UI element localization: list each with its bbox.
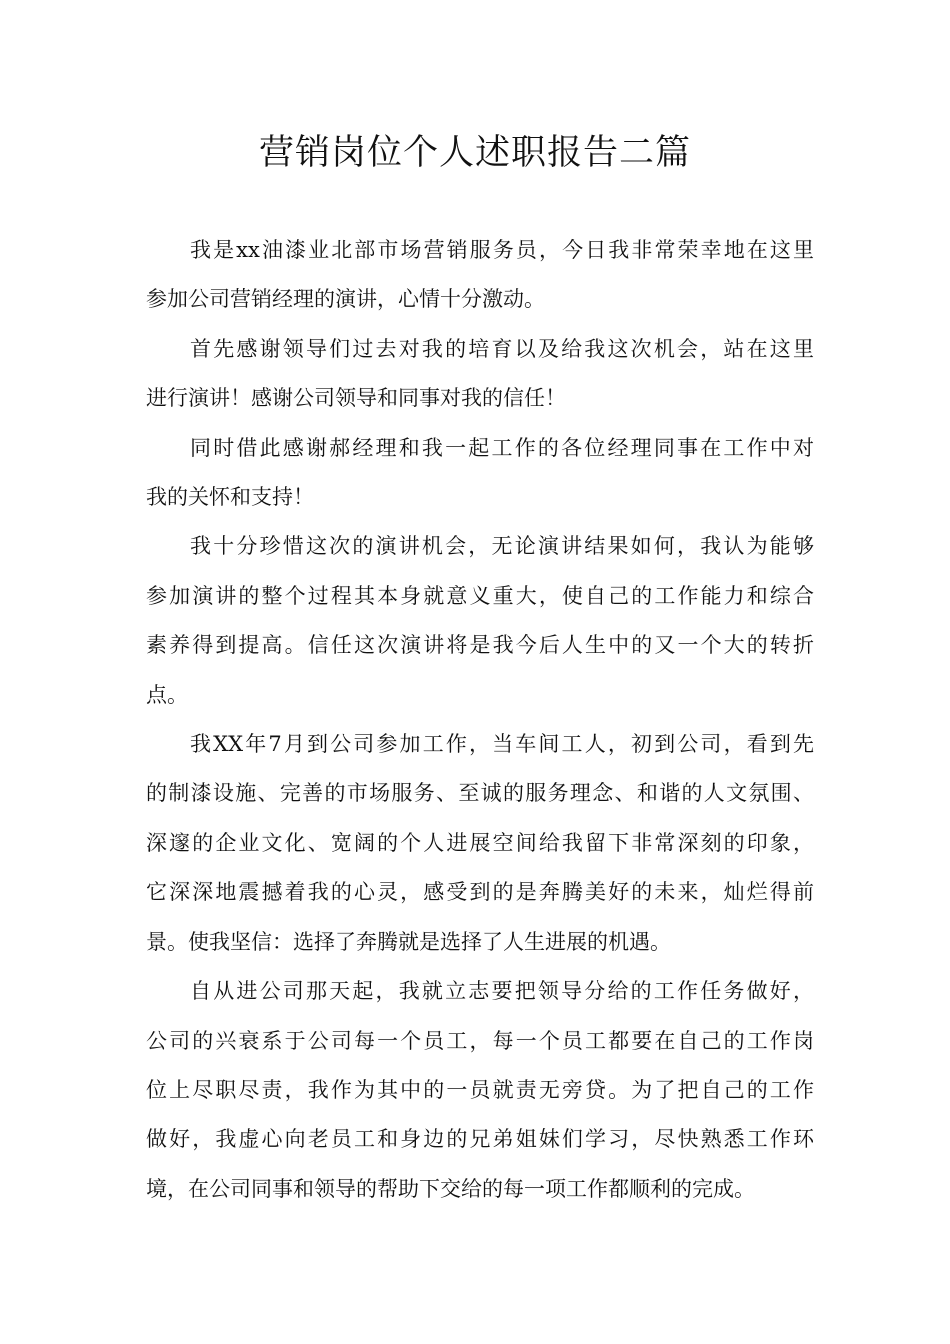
paragraph: [146, 967, 814, 1214]
text-line: 我的关怀和支持！: [146, 485, 314, 510]
text-line: 我是xx油漆业北部市场营销服务员，今日我非常荣幸地在这里: [190, 238, 814, 262]
text-line: 首先感谢领导们过去对我的培育以及给我这次机会，站在这里: [190, 336, 814, 361]
text-line: 素养得到提高。信任这次演讲将是我今后人生中的又一个大的转折: [146, 633, 814, 658]
text-line: 我十分珍惜这次的演讲机会，无论演讲结果如何，我认为能够: [190, 534, 814, 559]
text-line: 的制漆设施、完善的市场服务、至诚的服务理念、和谐的人文氛围、: [146, 781, 814, 806]
text-line: 境，在公司同事和领导的帮助下交给的每一项工作都顺利的完成。: [146, 1176, 755, 1201]
text-line: 做好，我虚心向老员工和身边的兄弟姐妹们学习，尽快熟悉工作环: [146, 1127, 814, 1152]
paragraph: [146, 720, 814, 967]
text-line: 同时借此感谢郝经理和我一起工作的各位经理同事在工作中对: [190, 435, 814, 460]
text-line: 景。使我坚信：选择了奔腾就是选择了人生进展的机遇。: [146, 929, 671, 954]
text-line: 参加演讲的整个过程其本身就意义重大，使自己的工作能力和综合: [146, 583, 814, 608]
text-line: 参加公司营销经理的演讲，心情十分激动。: [146, 287, 545, 312]
document-body: [146, 226, 814, 1214]
paragraph: [146, 522, 814, 720]
paragraph: [146, 424, 814, 523]
text-line: 我XX年7月到公司参加工作，当车间工人，初到公司，看到先: [190, 732, 814, 757]
paragraph: [146, 325, 814, 424]
text-line: 位上尽职尽责，我作为其中的一员就责无旁贷。为了把自己的工作: [146, 1077, 814, 1102]
text-line: 公司的兴衰系于公司每一个员工，每一个员工都要在自己的工作岗: [146, 1028, 814, 1053]
text-line: 它深深地震撼着我的心灵，感受到的是奔腾美好的未来，灿烂得前: [146, 880, 814, 905]
text-line: 自从进公司那天起，我就立志要把领导分给的工作任务做好，: [190, 979, 814, 1004]
paragraph: [146, 226, 814, 325]
text-line: 点。: [146, 682, 188, 707]
text-line: 深邃的企业文化、宽阔的个人进展空间给我留下非常深刻的印象，: [146, 830, 814, 855]
text-line: 进行演讲！感谢公司领导和同事对我的信任！: [146, 386, 566, 411]
document-title: 营销岗位个人述职报告二篇: [258, 133, 691, 173]
